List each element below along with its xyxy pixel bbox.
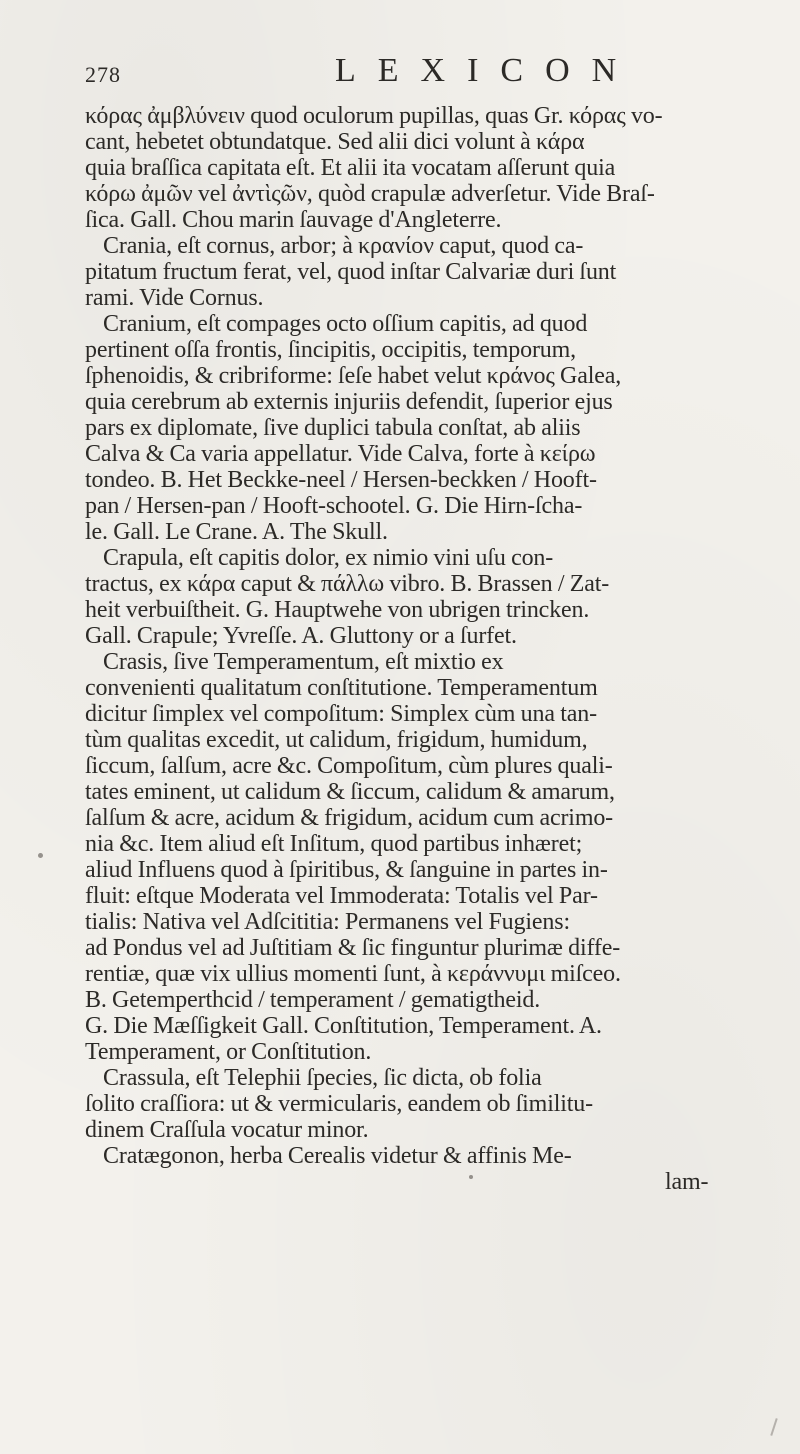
page-header [0,52,800,92]
text-line: ſiccum, ſalſum, acre &c. Compoſitum, cùm plures quali- [85,753,613,779]
text-line: quia braſſica capitata eſt. Et alii ita vocatam aſſerunt quia [85,155,616,181]
text-line: κόρω ἀμῶν vel ἀντὶςῶν, quòd crapulæ adverſetur. Vide Braſ- [85,181,655,207]
text-line: tractus, ex κάρα caput & πάλλω vibro. B. Brassen / Zat- [85,571,610,597]
text-line: B. Getemperthcid / temperament / gematigtheid. [85,987,541,1013]
text-line: ad Pondus vel ad Juſtitiam & ſic finguntur plurimæ diffe- [85,935,621,961]
text-line: nia &c. Item aliud eſt Inſitum, quod partibus inhæret; [85,831,583,857]
text-line: κόρας ἀμβλύνειν quod oculorum pupillas, quas Gr. κόρας vo- [85,103,663,129]
entry-crataegonon: Cratægonon, herba Cerealis videtur & affinis Me- [103,1143,572,1169]
text-line: dicitur ſimplex vel compoſitum: Simplex cùm una tan- [85,701,597,727]
catchword: lam- [665,1169,709,1195]
text-line: cant, hebetet obtundatque. Sed alii dici volunt à κάρα [85,129,585,155]
text-line: Calva & Ca varia appellatur. Vide Calva, forte à κείρω [85,441,596,467]
text-line: ſolito craſſiora: ut & vermicularis, eandem ob ſimilitu- [85,1091,593,1117]
entry-crapula: Crapula, eſt capitis dolor, ex nimio vini uſu con- [103,545,554,571]
text-line: Gall. Crapule; Yvreſſe. A. Gluttony or a ſurfet. [85,623,517,649]
text-line: ſica. Gall. Chou marin ſauvage d'Angleterre. [85,207,502,233]
text-line: heit verbuiſtheit. G. Hauptwehe von ubrigen trincken. [85,597,590,623]
text-line: dinem Craſſula vocatur minor. [85,1117,369,1143]
text-line: tates eminent, ut calidum & ſiccum, calidum & amarum, [85,779,615,805]
ink-speck [38,853,43,858]
entry-crasis: Crasis, ſive Temperamentum, eſt mixtio ex [103,649,504,675]
text-line: ſphenoidis, & cribriforme: ſeſe habet velut κράνος Galea, [85,363,622,389]
text-line: tùm qualitas excedit, ut calidum, frigidum, humidum, [85,727,588,753]
text-line: pitatum fructum ferat, vel, quod inſtar Calvariæ duri ſunt [85,259,617,285]
page-number: 278 [85,62,121,87]
ink-speck [469,1175,473,1179]
text-line: aliud Influens quod à ſpiritibus, & ſanguine in partes in- [85,857,608,883]
text-line: ſalſum & acre, acidum & frigidum, acidum cum acrimo- [85,805,614,831]
entry-cranium: Cranium, eſt compages octo oſſium capitis, ad quod [103,311,588,337]
text-line: pan / Hersen-pan / Hooft-schootel. G. Die Hirn-ſcha- [85,493,583,519]
text-line: convenienti qualitatum conſtitutione. Temperamentum [85,675,598,701]
text-line: fluit: eſtque Moderata vel Immoderata: Totalis vel Par- [85,883,598,909]
text-line: quia cerebrum ab externis injuriis defendit, ſuperior ejus [85,389,613,415]
text-line: tialis: Nativa vel Adſcititia: Permanens vel Fugiens: [85,909,570,935]
text-line: tondeo. B. Het Beckke-neel / Hersen-beckken / Hooft- [85,467,597,493]
text-line: G. Die Mæſſigkeit Gall. Conſtitution, Temperament. A. [85,1013,602,1039]
text-line: pars ex diplomate, ſive duplici tabula conſtat, ab aliis [85,415,581,441]
text-line: rentiæ, quæ vix ullius momenti ſunt, à κεράννυμι miſceo. [85,961,621,987]
entry-crania: Crania, eſt cornus, arbor; à κρανίον caput, quod ca- [103,233,584,259]
text-line: rami. Vide Cornus. [85,285,264,311]
lexicon-text-block [85,103,800,1438]
entry-crassula: Crassula, eſt Telephii ſpecies, ſic dicta, ob folia [103,1065,542,1091]
text-line: Temperament, or Conſtitution. [85,1039,372,1065]
text-line: le. Gall. Le Crane. A. The Skull. [85,519,388,545]
text-line: pertinent oſſa frontis, ſincipitis, occipitis, temporum, [85,337,577,363]
running-title: LEXICON [335,52,639,89]
